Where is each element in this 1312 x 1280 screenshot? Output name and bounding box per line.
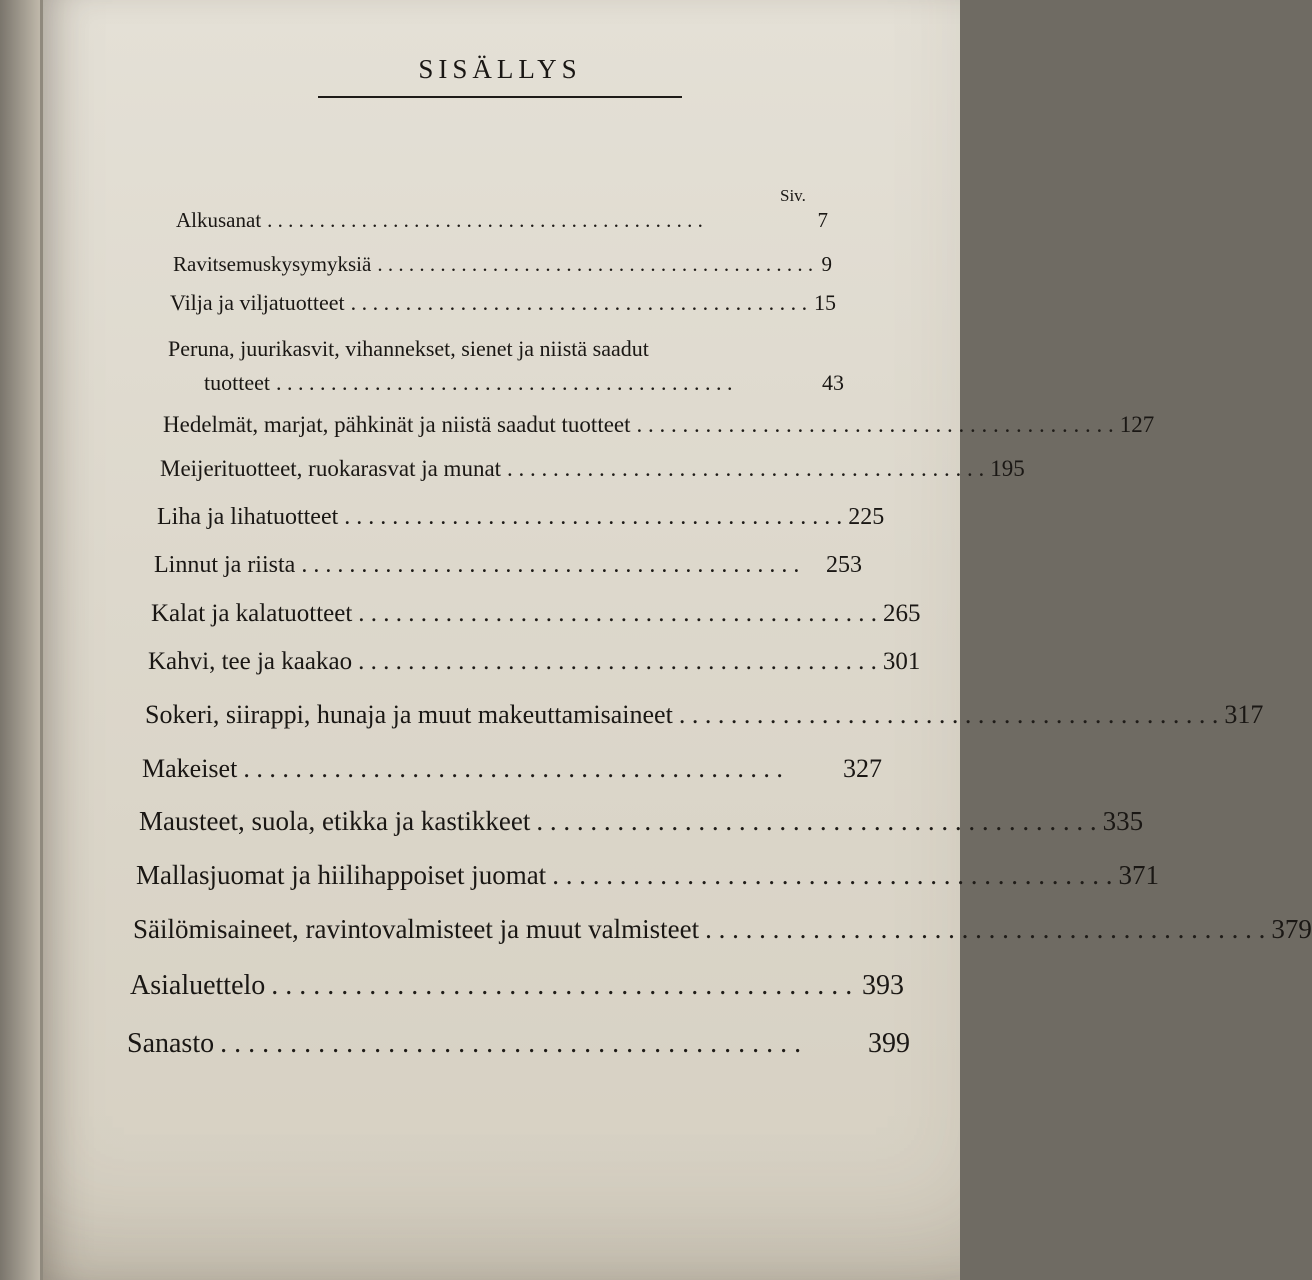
toc-entry (130, 970, 904, 1002)
toc-entry-label: Asialuettelo (130, 970, 266, 1001)
toc-page-number: 253 (826, 552, 862, 578)
toc-entry-label: Hedelmät, marjat, pähkinät ja niistä saadut tuotteet (163, 412, 631, 437)
toc-entry (176, 208, 828, 233)
leader-dots: . . . . . . . . . . . . . . . . . . . . . . . . . . . . . . . . . . . . . . . . . . (271, 970, 853, 1001)
toc-entry-line (168, 336, 649, 362)
toc-entry-label: Meijerituotteet, ruokarasvat ja munat (160, 456, 502, 481)
toc-page-number: 327 (843, 754, 882, 783)
leader-dots: . . . . . . . . . . . . . . . . . . . . . . . . . . . . . . . . . . . . . . . . . . (678, 700, 1219, 729)
toc-entry (204, 370, 844, 396)
toc-page-number: 15 (814, 290, 836, 315)
page-column-header: Siv. (780, 186, 806, 205)
toc-page-number: 393 (862, 970, 904, 1001)
toc-entry-label: Mallasjuomat ja hiilihappoiset juomat (136, 860, 547, 890)
toc-entry-label: Kahvi, tee ja kaakao (148, 648, 353, 675)
leader-dots: . . . . . . . . . . . . . . . . . . . . . . . . . . . . . . . . . . . . . . . . . . (220, 1028, 802, 1059)
toc-page-number: 9 (821, 252, 832, 276)
toc-page-number: 225 (848, 504, 885, 530)
toc-entry (154, 552, 862, 579)
toc-page-number: 379 (1271, 914, 1312, 944)
leader-dots: . . . . . . . . . . . . . . . . . . . . . . . . . . . . . . . . . . . . . . . . . . (267, 208, 703, 232)
toc-page-number: 301 (882, 648, 921, 675)
toc-entry-label: Makeiset (142, 754, 238, 783)
leader-dots: . . . . . . . . . . . . . . . . . . . . . . . . . . . . . . . . . . . . . . . . . . (507, 456, 985, 481)
leader-dots: . . . . . . . . . . . . . . . . . . . . . . . . . . . . . . . . . . . . . . . . . . (636, 412, 1114, 437)
toc-entry-label: Ravitsemuskysymyksiä (173, 252, 372, 276)
page-title: SISÄLLYS (418, 54, 582, 84)
toc-entry-label: Vilja ja viljatuotteet (170, 290, 345, 315)
toc-entry-label: Sokeri, siirappi, hunaja ja muut makeuttamisaineet (145, 700, 673, 729)
toc-entry (145, 700, 1264, 730)
toc-entry (173, 252, 832, 277)
toc-entry (157, 504, 885, 531)
toc-entry (127, 1028, 910, 1060)
leader-dots: . . . . . . . . . . . . . . . . . . . . . . . . . . . . . . . . . . . . . . . . . . (344, 504, 843, 530)
toc-entry (151, 600, 921, 628)
toc-entry-label: Peruna, juurikasvit, vihannekset, sienet ja niistä saadut (168, 336, 649, 361)
toc-entry (133, 914, 1312, 945)
toc-entry-label: Mausteet, suola, etikka ja kastikkeet (139, 806, 531, 836)
toc-page-number: 335 (1102, 806, 1144, 836)
toc-entry-label: Sanasto (127, 1028, 215, 1059)
leader-dots: . . . . . . . . . . . . . . . . . . . . . . . . . . . . . . . . . . . . . . . . . . (243, 754, 783, 783)
toc-entry (142, 754, 882, 784)
toc-entry (163, 412, 1155, 438)
leader-dots: . . . . . . . . . . . . . . . . . . . . . . . . . . . . . . . . . . . . . . . . . . (350, 290, 808, 315)
leader-dots: . . . . . . . . . . . . . . . . . . . . . . . . . . . . . . . . . . . . . . . . . . (358, 600, 878, 627)
toc-entry (139, 806, 1144, 837)
toc-entry (160, 456, 1025, 482)
toc-page-number: 371 (1118, 860, 1159, 890)
leader-dots: . . . . . . . . . . . . . . . . . . . . . . . . . . . . . . . . . . . . . . . . . . (377, 252, 814, 276)
toc-page-number: 195 (990, 456, 1025, 481)
toc-page-number: 127 (1119, 412, 1155, 437)
toc-entry-label: tuotteet (204, 370, 270, 395)
leader-dots: . . . . . . . . . . . . . . . . . . . . . . . . . . . . . . . . . . . . . . . . . . (705, 914, 1266, 944)
toc-entry-label: Säilömisaineet, ravintovalmisteet ja muut valmisteet (133, 914, 700, 944)
toc-entry (170, 290, 836, 316)
toc-page-number: 43 (822, 370, 844, 395)
toc-page-number: 7 (817, 208, 828, 232)
leader-dots: . . . . . . . . . . . . . . . . . . . . . . . . . . . . . . . . . . . . . . . . . . (358, 648, 877, 675)
toc-page-number: 317 (1224, 700, 1264, 729)
leader-dots: . . . . . . . . . . . . . . . . . . . . . . . . . . . . . . . . . . . . . . . . . . (275, 370, 733, 395)
leader-dots: . . . . . . . . . . . . . . . . . . . . . . . . . . . . . . . . . . . . . . . . . . (301, 552, 800, 578)
toc-page-number: 399 (868, 1028, 910, 1059)
toc-page-number: 265 (883, 600, 921, 627)
toc-entry-label: Liha ja lihatuotteet (157, 504, 339, 530)
toc-entry-label: Alkusanat (176, 208, 262, 232)
leader-dots: . . . . . . . . . . . . . . . . . . . . . . . . . . . . . . . . . . . . . . . . . . (552, 860, 1113, 890)
leader-dots: . . . . . . . . . . . . . . . . . . . . . . . . . . . . . . . . . . . . . . . . . . (536, 806, 1097, 836)
toc-entry (148, 648, 921, 676)
toc-entry-label: Kalat ja kalatuotteet (151, 600, 353, 627)
toc-entry-label: Linnut ja riista (154, 552, 296, 578)
toc-entry (136, 860, 1159, 891)
